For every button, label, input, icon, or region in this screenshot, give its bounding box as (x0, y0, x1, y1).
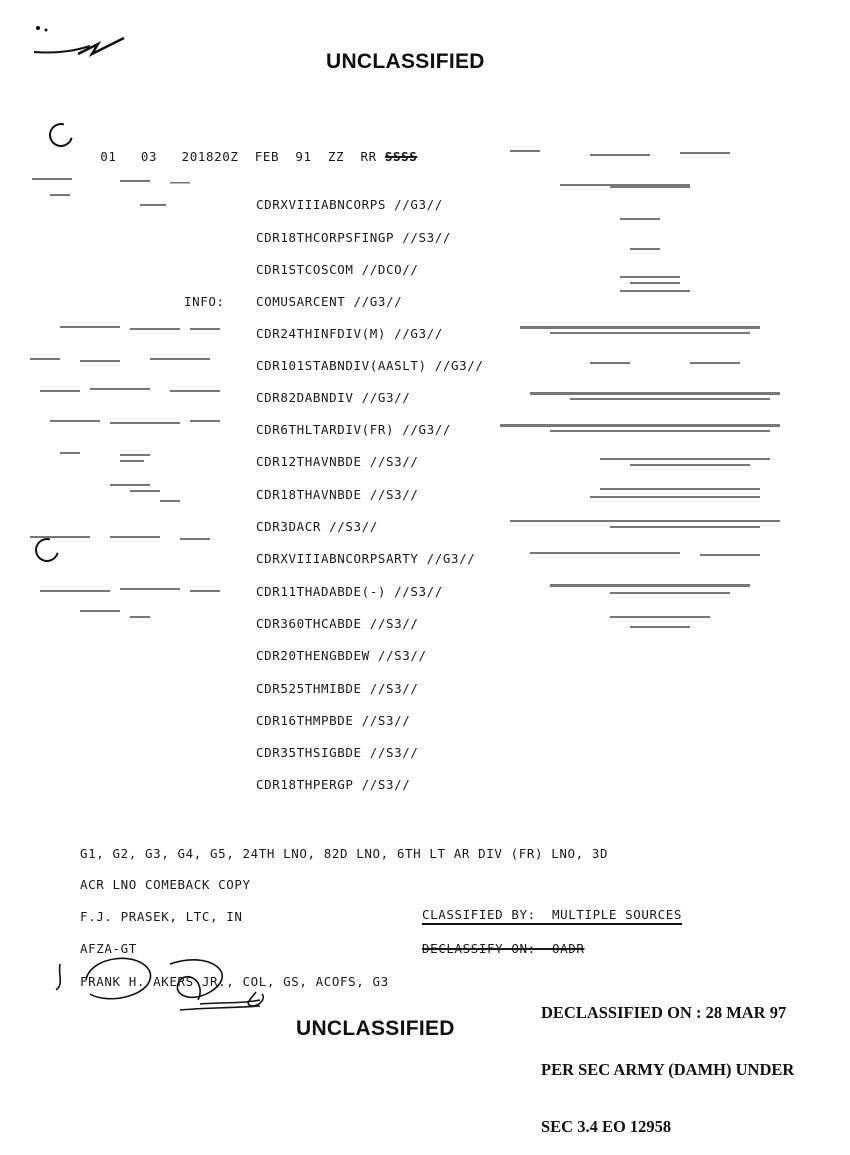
addressee: CDR18THPERGP //S3// (256, 777, 411, 792)
addressee: CDR6THLTARDIV(FR) //G3// (256, 422, 452, 437)
addressee: CDRXVIIIABNCORPS //G3// (256, 197, 443, 212)
struck-classification: SSSS (384, 149, 418, 164)
addressee: CDR16THMPBDE //S3// (256, 713, 411, 728)
declassification-stamp (541, 965, 794, 1155)
addressee: CDR82DABNDIV //G3// (256, 390, 411, 405)
addressee: CDR1STCOSCOM //DCO// (256, 262, 419, 277)
addressee: CDR18THAVNBDE //S3// (256, 487, 419, 502)
addressee: CDR3DACR //S3// (256, 519, 378, 534)
declass-stamp-line-3: SEC 3.4 EO 12958 (541, 1117, 672, 1136)
precedence-1: 01 (100, 149, 117, 164)
addressee: CDR20THENGBDEW //S3// (256, 648, 427, 663)
addressee: CDR101STABNDIV(AASLT) //G3// (256, 358, 484, 373)
office-symbol: AFZA-GT (80, 941, 137, 956)
punch-hole-middle (31, 534, 64, 567)
addressee: CDR525THMIBDE //S3// (256, 681, 419, 696)
addressee: CDR12THAVNBDE //S3// (256, 454, 419, 469)
pen-mark-top-left (28, 20, 138, 70)
addressee: CDR24THINFDIV(M) //G3// (256, 326, 443, 341)
date-time-group: 201820Z (181, 149, 239, 164)
addressee: CDR11THADABDE(-) //S3// (256, 584, 443, 599)
addressee: CDR35THSIGBDE //S3// (256, 745, 419, 760)
year: 91 (295, 149, 312, 164)
releaser: FRANK H. AKERS JR., COL, GS, ACOFS, G3 (80, 974, 389, 989)
message-header-line (84, 134, 417, 164)
distribution-line-1: G1, G2, G3, G4, G5, 24TH LNO, 82D LNO, 6TH LT AR DIV (FR) LNO, 3D (80, 846, 609, 861)
classification-banner-top: UNCLASSIFIED (326, 50, 485, 73)
drafter: F.J. PRASEK, LTC, IN (80, 909, 243, 924)
declassify-on-struck: DECLASSIFY ON: OADR (422, 941, 585, 956)
punch-hole-top (45, 119, 78, 152)
addressee: CDR360THCABDE //S3// (256, 616, 419, 631)
addressee: CDRXVIIIABNCORPSARTY //G3// (256, 551, 476, 566)
addressee: CDR18THCORPSFINGP //S3// (256, 230, 452, 245)
declass-stamp-line-2: PER SEC ARMY (DAMH) UNDER (541, 1060, 795, 1079)
routing: RR (360, 149, 377, 164)
declass-stamp-line-1: DECLASSIFIED ON : 28 MAR 97 (541, 1003, 787, 1022)
scan-speckle-right (490, 140, 790, 640)
info-label: INFO: (184, 294, 225, 309)
classification-banner-bottom: UNCLASSIFIED (296, 1017, 455, 1040)
addressee: COMUSARCENT //G3// (256, 294, 403, 309)
month: FEB (254, 149, 280, 164)
scan-speckle-left (20, 170, 240, 640)
distribution-line-2: ACR LNO COMEBACK COPY (80, 877, 251, 892)
zone: ZZ (327, 149, 345, 164)
classified-by: CLASSIFIED BY: MULTIPLE SOURCES (422, 907, 682, 925)
precedence-2: 03 (140, 149, 158, 164)
